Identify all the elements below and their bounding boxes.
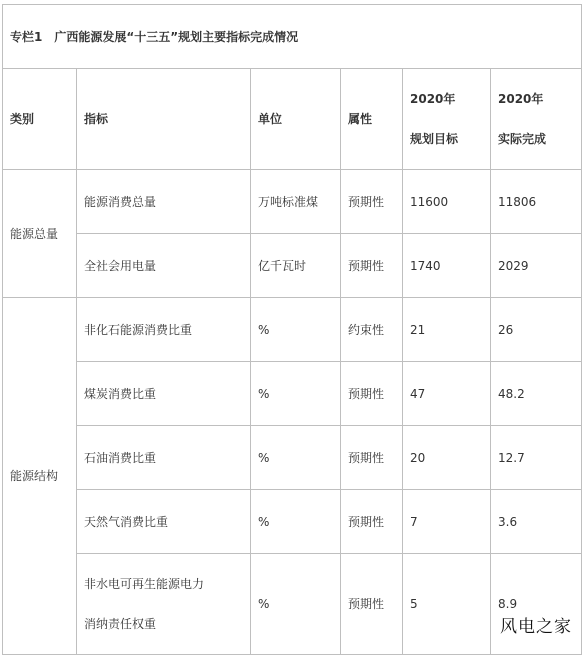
category-cell: 能源总量: [3, 170, 77, 298]
header-plan-line1: 2020年: [410, 92, 456, 106]
header-actual-line2: 实际完成: [498, 132, 547, 146]
table-row: [3, 234, 582, 298]
indicator-cell: 能源消费总量: [77, 170, 251, 234]
unit-cell: %: [251, 298, 341, 362]
actual-cell: 48.2: [491, 362, 582, 426]
indicator-cell: 非化石能源消费比重: [77, 298, 251, 362]
actual-cell: 26: [491, 298, 582, 362]
attribute-cell: 预期性: [341, 170, 403, 234]
indicator-line1: 非水电可再生能源电力: [84, 577, 205, 591]
attribute-cell: 预期性: [341, 490, 403, 554]
attribute-cell: 预期性: [341, 234, 403, 298]
plan-cell: 21: [403, 298, 491, 362]
unit-cell: 万吨标准煤: [251, 170, 341, 234]
indicator-cell: 石油消费比重: [77, 426, 251, 490]
plan-cell: 47: [403, 362, 491, 426]
plan-cell: 5: [403, 554, 491, 655]
unit-cell: 亿千瓦时: [251, 234, 341, 298]
header-actual: [491, 69, 582, 170]
unit-cell: %: [251, 554, 341, 655]
attribute-cell: 约束性: [341, 298, 403, 362]
table-row: [3, 170, 582, 234]
unit-cell: %: [251, 426, 341, 490]
header-plan-line2: 规划目标: [410, 132, 459, 146]
actual-cell: 12.7: [491, 426, 582, 490]
header-attribute: 属性: [341, 69, 403, 170]
plan-cell: 7: [403, 490, 491, 554]
actual-cell: 11806: [491, 170, 582, 234]
indicator-table: [2, 4, 582, 655]
indicator-cell: [77, 554, 251, 655]
table-row: [3, 362, 582, 426]
table-title: 专栏1 广西能源发展“十三五”规划主要指标完成情况: [3, 5, 582, 69]
indicator-cell: 煤炭消费比重: [77, 362, 251, 426]
indicator-cell: 全社会用电量: [77, 234, 251, 298]
table-row: [3, 298, 582, 362]
title-row: [3, 5, 582, 69]
attribute-cell: 预期性: [341, 426, 403, 490]
header-row: [3, 69, 582, 170]
attribute-cell: 预期性: [341, 554, 403, 655]
table-row: [3, 554, 582, 655]
plan-cell: 1740: [403, 234, 491, 298]
unit-cell: %: [251, 490, 341, 554]
plan-cell: 20: [403, 426, 491, 490]
table-row: [3, 426, 582, 490]
actual-cell: 3.6: [491, 490, 582, 554]
actual-cell: 8.9: [491, 554, 582, 655]
category-cell: 能源结构: [3, 298, 77, 655]
attribute-cell: 预期性: [341, 362, 403, 426]
indicator-line2: 消纳责任权重: [84, 617, 157, 631]
watermark-text: 风电之家: [500, 612, 572, 637]
table-row: [3, 490, 582, 554]
header-indicator: 指标: [77, 69, 251, 170]
plan-cell: 11600: [403, 170, 491, 234]
indicator-cell: 天然气消费比重: [77, 490, 251, 554]
unit-cell: %: [251, 362, 341, 426]
header-actual-line1: 2020年: [498, 92, 544, 106]
actual-cell: 2029: [491, 234, 582, 298]
header-plan: [403, 69, 491, 170]
header-category: 类别: [3, 69, 77, 170]
header-unit: 单位: [251, 69, 341, 170]
